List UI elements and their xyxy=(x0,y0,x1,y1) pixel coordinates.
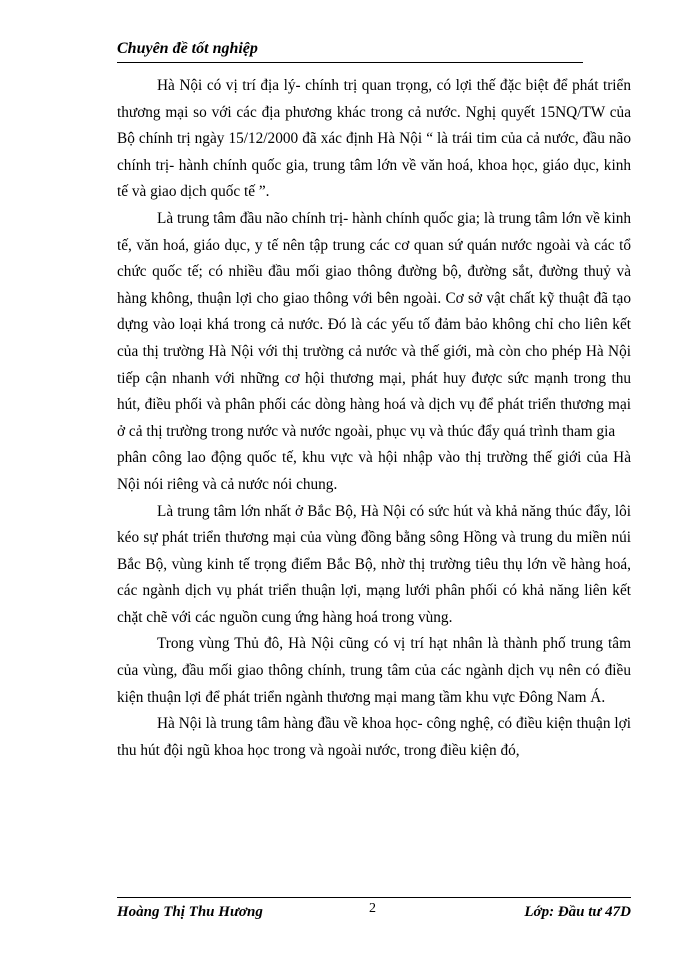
page-number: 2 xyxy=(369,901,376,916)
paragraph: Hà Nội là trung tâm hàng đầu về khoa học- công nghệ, có điều kiện thuận lợi thu hút đội ngũ khoa học trong và ngoài nước, trong điều kiện đó, xyxy=(117,715,631,759)
paragraph: Hà Nội có vị trí địa lý- chính trị quan trọng, có lợi thế đặc biệt để phát triển thương mại so với các địa phương khác trong cả nước. Nghị quyết 15NQ/TW của Bộ chính trị ngày 15/12/2000 đã xác định Hà Nội “ là trái tim của cả nước, đầu não chính trị- hành chính quốc gia, trung tâm lớn về văn hoá, khoa học, giáo dục, kinh tế và giao dịch quốc tế ”. xyxy=(117,77,631,201)
page-header xyxy=(117,38,583,63)
footer-author: Hoàng Thị Thu Hương xyxy=(117,904,263,920)
paragraph: Trong vùng Thủ đô, Hà Nội cũng có vị trí hạt nhân là thành phố trung tâm của vùng, đầu mối giao thông chính, trung tâm của các ngành dịch vụ nên có điều kiện thuận lợi để phát triển ngành thương mại mang tầm khu vực Đông Nam Á. xyxy=(117,635,631,706)
header-title: Chuyên đề tốt nghiệp xyxy=(117,40,258,57)
paragraph: Là trung tâm đầu não chính trị- hành chính quốc gia; là trung tâm lớn về kinh tế, văn hoá, giáo dục, y tế nên tập trung các cơ quan sứ quán nước ngoài và các tổ chức quốc tế; có nhiều đầu mối giao thông đường bộ, đường sắt, đường thuỷ và hàng không, thuận lợi cho giao thông với bên ngoài. Cơ sở vật chất kỹ thuật đã tạo dựng vào loại khá trong cả nước. Đó là các yếu tố đảm bảo không chỉ cho liên kết của thị trường Hà Nội với thị trường cả nước và thế giới, mà còn cho phép Hà Nội tiếp cận nhanh với những cơ hội thương mại, phát huy được sức mạnh trong thu hút, điều phối và phân phối các dòng hàng hoá và dịch vụ để phát triển thương mại ở cả thị trường trong nước và nước ngoài, phục vụ và thúc đẩy quá trình tham gia xyxy=(117,209,631,440)
paragraph: phân công lao động quốc tế, khu vực và hội nhập vào thị trường thế giới của Hà Nội nói riêng và cả nước nói chung. xyxy=(117,449,631,493)
paragraph: Là trung tâm lớn nhất ở Bắc Bộ, Hà Nội có sức hút và khả năng thúc đẩy, lôi kéo sự phát triển thương mại của vùng đồng bằng sông Hồng và trung du miền núi Bắc Bộ, vùng kinh tế trọng điểm Bắc Bộ, nhờ thị trường tiêu thụ lớn về hàng hoá, các ngành dịch vụ phát triển thuận lợi, mạng lưới phân phối có khả năng liên kết chặt chẽ với các nguồn cung ứng hàng hoá trong vùng. xyxy=(117,502,631,626)
page-footer xyxy=(117,897,631,928)
footer-class-label: Lớp: Đầu tư 47D xyxy=(524,904,631,920)
document-body xyxy=(117,73,631,764)
